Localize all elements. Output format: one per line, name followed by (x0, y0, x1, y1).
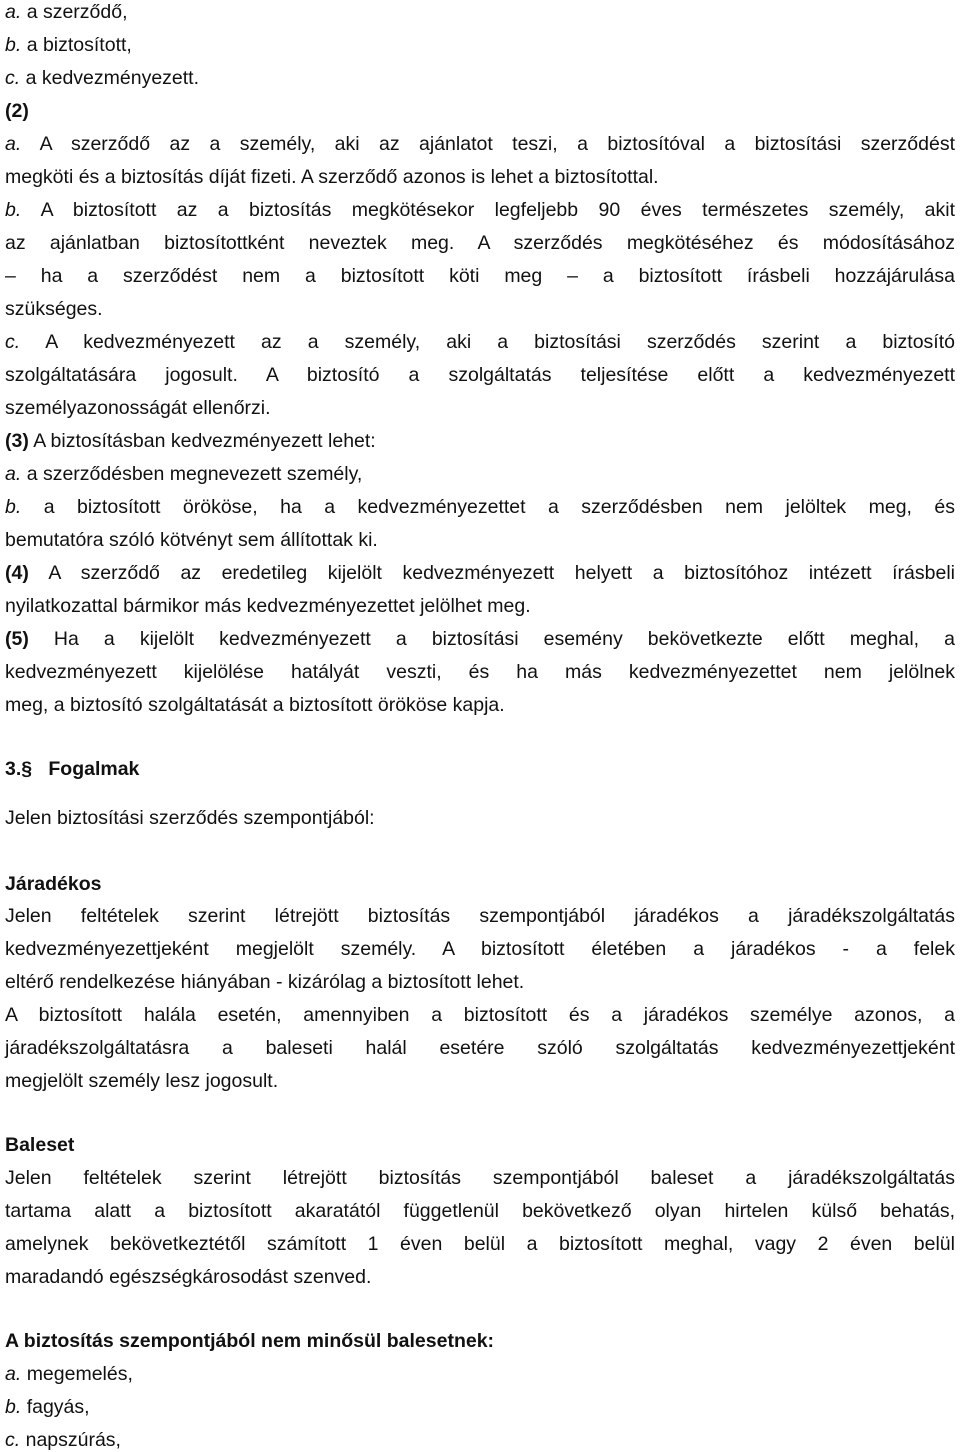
item-marker: b. (5, 199, 22, 221)
text-line: Jelen feltételek szerint létrejött biztosítás szempontjából baleset a járadékszolgáltatás (5, 1167, 955, 1189)
paragraph-number: (4) (5, 562, 29, 584)
item-marker: c. (5, 67, 21, 89)
intro-text: Jelen biztosítási szerződés szempontjából: (5, 807, 375, 829)
exclusions-heading: A biztosítás szempontjából nem minősül balesetnek: (5, 1330, 495, 1352)
item-text: megemelés, (26, 1363, 133, 1385)
text-line: járadékszolgáltatásra a baleseti halál esetére szóló szolgáltatás kedvezményezettjeként (5, 1037, 955, 1059)
text-line: megjelölt személy lesz jogosult. (5, 1070, 279, 1092)
term-heading-jaradekos: Járadékos (5, 873, 102, 895)
item-text: a szerződő, (26, 1, 128, 23)
term-heading-baleset: Baleset (5, 1134, 75, 1156)
item-text: A szerződő az a személy, aki az ajánlatot teszi, a biztosítóval a biztosítási szerződést (39, 133, 955, 155)
list-item (5, 1395, 955, 1419)
list-item (5, 1362, 955, 1386)
paragraph-number: (5) (5, 628, 29, 650)
list-item (5, 66, 955, 90)
text-line: Jelen feltételek szerint létrejött biztosítás szempontjából járadékos a járadékszolgáltatás (5, 905, 955, 927)
item-marker: b. (5, 496, 22, 518)
item-marker: a. (5, 133, 22, 155)
text-line (5, 132, 955, 156)
list-item (5, 33, 955, 57)
item-text: a biztosított, (26, 34, 132, 56)
item-text: a szerződésben megnevezett személy, (26, 463, 363, 485)
text-line: meg, a biztosító szolgáltatását a biztosított örököse kapja. (5, 694, 505, 716)
list-item (5, 0, 955, 24)
text-line (5, 330, 955, 354)
list-item (5, 495, 955, 519)
item-text: fagyás, (26, 1396, 90, 1418)
list-item (5, 462, 955, 486)
text-line: az ajánlatban biztosítottként neveztek meg. A szerződés megkötéséhez és módosításához (5, 232, 955, 254)
item-marker: c. (5, 331, 21, 353)
text-line: megköti és a biztosítás díját fizeti. A szerződő azonos is lehet a biztosítottal. (5, 166, 659, 188)
text-line (5, 561, 955, 585)
item-text: Ha a kijelölt kedvezményezett a biztosítási esemény bekövetkezte előtt meghal, a (53, 628, 955, 650)
text-line: tartama alatt a biztosított akaratától függetlenül bekövetkező olyan hirtelen külső behatás, (5, 1200, 955, 1222)
item-text: A biztosításban kedvezményezett lehet: (33, 430, 376, 452)
item-text: A biztosított az a biztosítás megkötésekor legfeljebb 90 éves természetes személy, akit (40, 199, 956, 221)
text-line (5, 429, 955, 453)
text-line: bemutatóra szóló kötvényt sem állítottak ki. (5, 529, 378, 551)
list-item (5, 1428, 955, 1452)
text-line (5, 627, 955, 651)
paragraph-number: (2) (5, 100, 29, 122)
section-number: 3.§ (5, 758, 33, 780)
text-line: szükséges. (5, 298, 103, 320)
item-text: a kedvezményezett. (25, 67, 200, 89)
text-line: nyilatkozattal bármikor más kedvezményezettet jelölhet meg. (5, 595, 531, 617)
text-line: maradandó egészségkárosodást szenved. (5, 1266, 372, 1288)
text-line: személyazonosságát ellenőrzi. (5, 397, 271, 419)
section-heading (5, 757, 955, 781)
section-title: Fogalmak (48, 758, 140, 780)
text-line: szolgáltatására jogosult. A biztosító a szolgáltatás teljesítése előtt a kedvezményezett (5, 364, 955, 386)
item-text: A kedvezményezett az a személy, aki a biztosítási szerződés szerint a biztosító (45, 331, 955, 353)
text-line: A biztosított halála esetén, amennyiben a biztosított és a járadékos személye azonos, a (5, 1004, 955, 1026)
text-line: eltérő rendelkezése hiányában - kizárólag a biztosított lehet. (5, 971, 525, 993)
item-text: a biztosított örököse, ha a kedvezményezettet a szerződésben nem jelöltek meg, és (43, 496, 956, 518)
paragraph-number: (3) (5, 430, 29, 452)
item-marker: a. (5, 463, 22, 485)
item-marker: c. (5, 1429, 21, 1451)
item-marker: b. (5, 1396, 22, 1418)
item-marker: b. (5, 34, 22, 56)
text-line: amelynek bekövetkeztétől számított 1 éven belül a biztosított meghal, vagy 2 éven belül (5, 1233, 955, 1255)
item-text: A szerződő az eredetileg kijelölt kedvezményezett helyett a biztosítóhoz intézett írásbeli (48, 562, 955, 584)
item-marker: a. (5, 1, 22, 23)
text-line: – ha a szerződést nem a biztosított köti meg – a biztosított írásbeli hozzájárulása (5, 265, 955, 287)
text-line: kedvezményezettjeként megjelölt személy. A biztosított életében a járadékos - a felek (5, 938, 955, 960)
text-line (5, 198, 955, 222)
item-marker: a. (5, 1363, 22, 1385)
item-text: napszúrás, (25, 1429, 121, 1451)
text-line: kedvezményezett kijelölése hatályát veszti, és ha más kedvezményezettet nem jelölnek (5, 661, 955, 683)
